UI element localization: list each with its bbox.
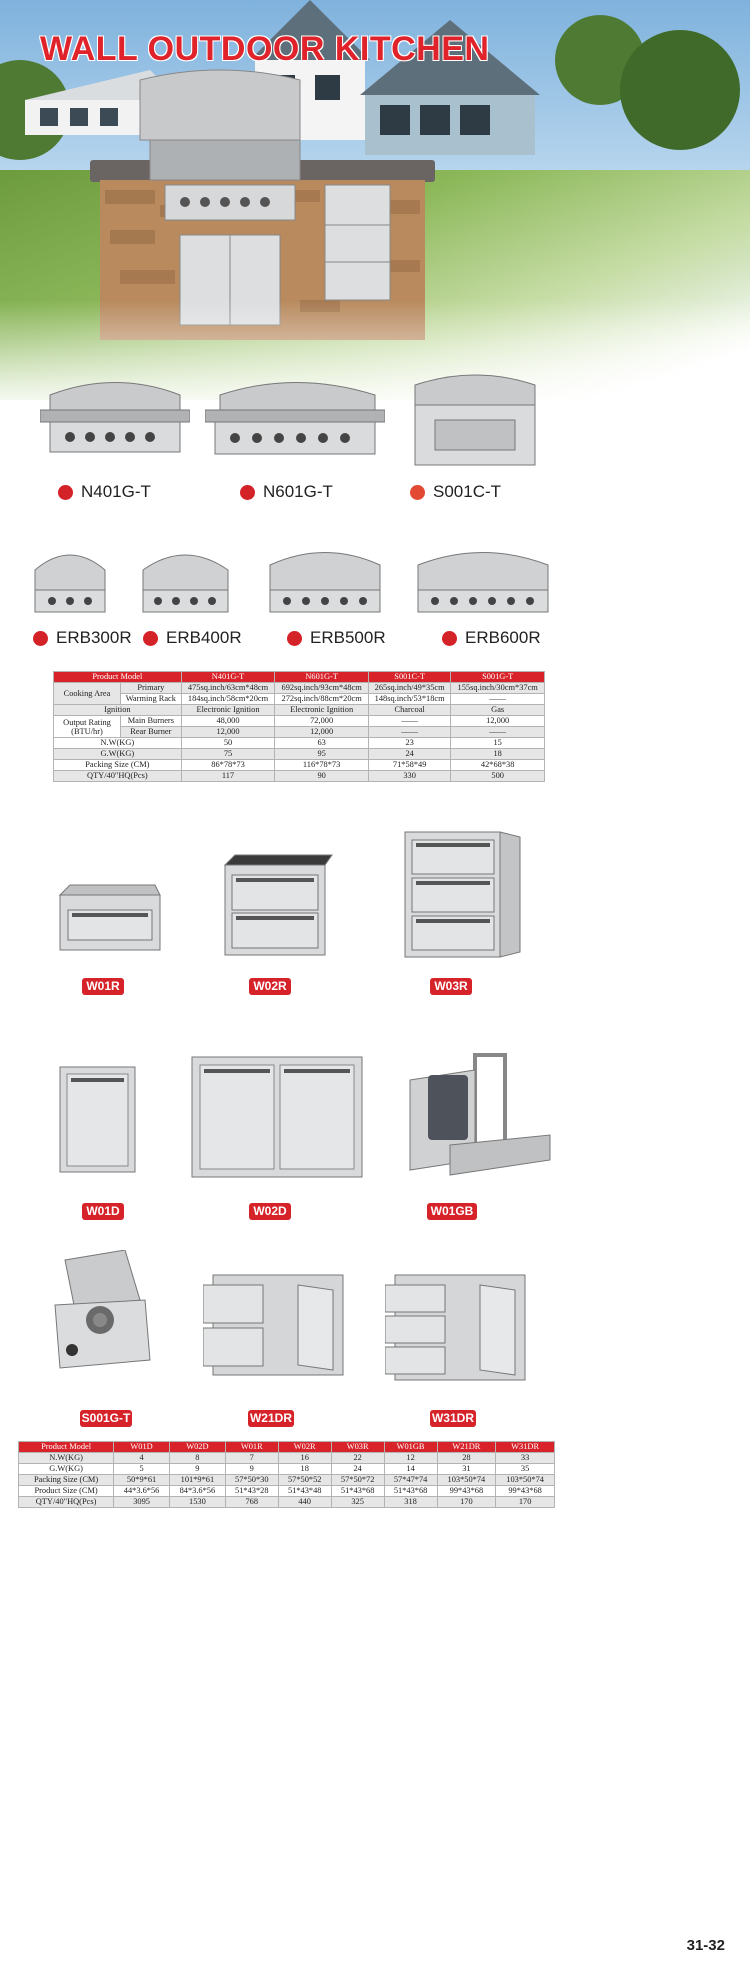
table-cell: 23: [368, 738, 450, 749]
table-cell: 155sq.inch/30cm*37cm: [451, 683, 545, 694]
product-image-w01r: [50, 880, 165, 960]
table-header-cell: W01R: [225, 1442, 278, 1453]
model-name: S001C-T: [433, 482, 502, 501]
table-cell: 318: [384, 1497, 437, 1508]
table-cell: 103*50*74: [437, 1475, 496, 1486]
table-row: [54, 727, 545, 738]
table-cell: Electronic Ignition: [275, 705, 369, 716]
table-cell: Charcoal: [368, 705, 450, 716]
table-header-cell: S001G-T: [451, 672, 545, 683]
table-row: [54, 738, 545, 749]
table-cell: 1530: [169, 1497, 225, 1508]
table-cell: 48,000: [181, 716, 275, 727]
table-header-row: [19, 1442, 555, 1453]
table-cell: 86*78*73: [181, 760, 275, 771]
table-cell: 12: [384, 1453, 437, 1464]
model-name: ERB600R: [465, 628, 541, 647]
table-cell: 24: [331, 1464, 384, 1475]
table-cell: 51*43*68: [384, 1486, 437, 1497]
grill-image-erb300r: [30, 540, 110, 615]
table-cell: 24: [368, 749, 450, 760]
product-image-w03r: [400, 822, 525, 962]
table-cell: 75: [181, 749, 275, 760]
product-tag-w02r: W02R: [249, 978, 291, 995]
product-tag-w03r: W03R: [430, 978, 472, 995]
table-header-cell: W01D: [114, 1442, 170, 1453]
table-row: [54, 760, 545, 771]
table-cell: 44*3.6*56: [114, 1486, 170, 1497]
row-label: Warming Rack: [121, 694, 182, 705]
bullet-dot-icon: [442, 631, 457, 646]
product-image-s001g-t: [50, 1250, 155, 1375]
table-cell: 15: [451, 738, 545, 749]
table-cell: 325: [331, 1497, 384, 1508]
table-row: [54, 749, 545, 760]
row-label: G.W(KG): [19, 1464, 114, 1475]
table-row: [19, 1453, 555, 1464]
table-cell: 14: [384, 1464, 437, 1475]
row-label: Ignition: [54, 705, 182, 716]
table-header-cell: S001C-T: [368, 672, 450, 683]
grill-image-n601g-t: [205, 370, 385, 465]
model-name: ERB300R: [56, 628, 132, 647]
row-group-label: Output Rating (BTU/hr): [54, 716, 121, 738]
row-label: QTY/40"HQ(Pcs): [54, 771, 182, 782]
table-cell: 57*50*30: [225, 1475, 278, 1486]
table-cell: 50: [181, 738, 275, 749]
row-label: Primary: [121, 683, 182, 694]
product-tag-s001g-t: S001G-T: [81, 1411, 131, 1425]
table-cell: 16: [278, 1453, 331, 1464]
table-row: [19, 1475, 555, 1486]
table-cell: 57*50*52: [278, 1475, 331, 1486]
table-cell: ——: [368, 727, 450, 738]
table-cell: 4: [114, 1453, 170, 1464]
table-header-cell: W01GB: [384, 1442, 437, 1453]
table-cell: 57*47*74: [384, 1475, 437, 1486]
model-name: N401G-T: [81, 482, 151, 501]
table-row: [54, 694, 545, 705]
table-row: [54, 705, 545, 716]
grill-image-erb500r: [265, 540, 385, 615]
grill-label-n601g-t: [240, 482, 333, 502]
grill-image-n401g-t: [40, 365, 190, 465]
table-cell: 72,000: [275, 716, 369, 727]
table-cell: 90: [275, 771, 369, 782]
table-cell: 18: [278, 1464, 331, 1475]
table-cell: ——: [451, 727, 545, 738]
table-cell: 51*43*48: [278, 1486, 331, 1497]
product-tag-w21dr: W21DR: [249, 1411, 292, 1425]
table-cell: 99*43*68: [437, 1486, 496, 1497]
model-name: ERB400R: [166, 628, 242, 647]
table-cell: Gas: [451, 705, 545, 716]
grill-label-erb300r: [33, 628, 132, 648]
table-header-cell: N401G-T: [181, 672, 275, 683]
table-cell: 330: [368, 771, 450, 782]
table-cell: ——: [451, 694, 545, 705]
product-image-w21dr: [203, 1270, 348, 1380]
product-tag-w01gb: W01GB: [427, 1203, 477, 1220]
bullet-dot-icon: [287, 631, 302, 646]
table-cell: 9: [169, 1464, 225, 1475]
row-label: N.W(KG): [19, 1453, 114, 1464]
table-cell: 28: [437, 1453, 496, 1464]
row-group-label: Cooking Area: [54, 683, 121, 705]
product-image-w02d: [190, 1052, 365, 1182]
table-cell: 116*78*73: [275, 760, 369, 771]
table-cell: 12,000: [451, 716, 545, 727]
table-cell: 99*43*68: [496, 1486, 555, 1497]
table-cell: 272sq.inch/88cm*20cm: [275, 694, 369, 705]
table-cell: 63: [275, 738, 369, 749]
table-row: [19, 1497, 555, 1508]
row-label: Rear Burner: [121, 727, 182, 738]
bullet-dot-icon: [143, 631, 158, 646]
table-cell: 12,000: [181, 727, 275, 738]
grill-image-erb400r: [138, 540, 233, 615]
grill-spec-table: [53, 671, 545, 782]
table-header-cell: W21DR: [437, 1442, 496, 1453]
table-cell: 71*58*49: [368, 760, 450, 771]
table-cell: 170: [437, 1497, 496, 1508]
table-cell: 51*43*28: [225, 1486, 278, 1497]
product-tag-w01r: W01R: [82, 978, 124, 995]
table-cell: 768: [225, 1497, 278, 1508]
table-cell: 475sq.inch/63cm*48cm: [181, 683, 275, 694]
table-cell: 35: [496, 1464, 555, 1475]
table-cell: 22: [331, 1453, 384, 1464]
cabinet-spec-table: [18, 1441, 555, 1508]
product-image-w01gb: [400, 1050, 560, 1190]
table-cell: 33: [496, 1453, 555, 1464]
page-number: 31-32: [686, 1937, 725, 1954]
table-row: [54, 771, 545, 782]
model-name: N601G-T: [263, 482, 333, 501]
row-label: Packing Size (CM): [54, 760, 182, 771]
table-cell: 692sq.inch/93cm*48cm: [275, 683, 369, 694]
table-header-cell: W31DR: [496, 1442, 555, 1453]
table-cell: 18: [451, 749, 545, 760]
product-image-w31dr: [385, 1270, 530, 1385]
row-label: QTY/40"HQ(Pcs): [19, 1497, 114, 1508]
table-cell: 12,000: [275, 727, 369, 738]
table-cell: 440: [278, 1497, 331, 1508]
table-cell: 7: [225, 1453, 278, 1464]
table-cell: 117: [181, 771, 275, 782]
table-cell: 31: [437, 1464, 496, 1475]
table-cell: 9: [225, 1464, 278, 1475]
grill-image-erb600r: [413, 540, 553, 615]
table-cell: 5: [114, 1464, 170, 1475]
table-cell: 8: [169, 1453, 225, 1464]
bullet-dot-icon: [33, 631, 48, 646]
table-header-row: [54, 672, 545, 683]
table-cell: 84*3.6*56: [169, 1486, 225, 1497]
bullet-dot-icon: [240, 485, 255, 500]
product-image-w01d: [55, 1062, 140, 1177]
table-cell: ——: [368, 716, 450, 727]
row-label: Packing Size (CM): [19, 1475, 114, 1486]
model-name: ERB500R: [310, 628, 386, 647]
bullet-dot-icon: [410, 485, 425, 500]
table-cell: 148sq.inch/53*18cm: [368, 694, 450, 705]
table-header-cell: W02R: [278, 1442, 331, 1453]
row-label: Product Size (CM): [19, 1486, 114, 1497]
table-cell: 184sq.inch/58cm*20cm: [181, 694, 275, 705]
table-cell: 42*68*38: [451, 760, 545, 771]
grill-label-erb600r: [442, 628, 541, 648]
product-tag-w31dr: W31DR: [431, 1411, 474, 1425]
table-cell: Electronic Ignition: [181, 705, 275, 716]
grill-label-s001c-t: [410, 482, 501, 502]
row-label: Main Burners: [121, 716, 182, 727]
row-label: N.W(KG): [54, 738, 182, 749]
grill-label-erb500r: [287, 628, 386, 648]
table-row: [54, 716, 545, 727]
table-cell: 265sq.inch/49*35cm: [368, 683, 450, 694]
table-cell: 50*9*61: [114, 1475, 170, 1486]
table-cell: 95: [275, 749, 369, 760]
table-header-cell: N601G-T: [275, 672, 369, 683]
product-tag-w02d: W02D: [249, 1203, 291, 1220]
table-cell: 170: [496, 1497, 555, 1508]
table-header-cell: W02D: [169, 1442, 225, 1453]
table-header-cell: Product Model: [54, 672, 182, 683]
product-tag-w01d: W01D: [82, 1203, 124, 1220]
table-row: [54, 683, 545, 694]
table-cell: 51*43*68: [331, 1486, 384, 1497]
table-cell: 101*9*61: [169, 1475, 225, 1486]
grill-label-erb400r: [143, 628, 242, 648]
row-label: G.W(KG): [54, 749, 182, 760]
grill-image-s001c-t: [405, 365, 545, 475]
product-image-w02r: [220, 850, 335, 960]
table-cell: 103*50*74: [496, 1475, 555, 1486]
table-row: [19, 1486, 555, 1497]
table-header-cell: Product Model: [19, 1442, 114, 1453]
table-cell: 500: [451, 771, 545, 782]
grill-label-n401g-t: [58, 482, 151, 502]
table-cell: 3095: [114, 1497, 170, 1508]
table-cell: 57*50*72: [331, 1475, 384, 1486]
table-row: [19, 1464, 555, 1475]
table-header-cell: W03R: [331, 1442, 384, 1453]
page-title: WALL OUTDOOR KITCHEN: [40, 30, 490, 68]
bullet-dot-icon: [58, 485, 73, 500]
